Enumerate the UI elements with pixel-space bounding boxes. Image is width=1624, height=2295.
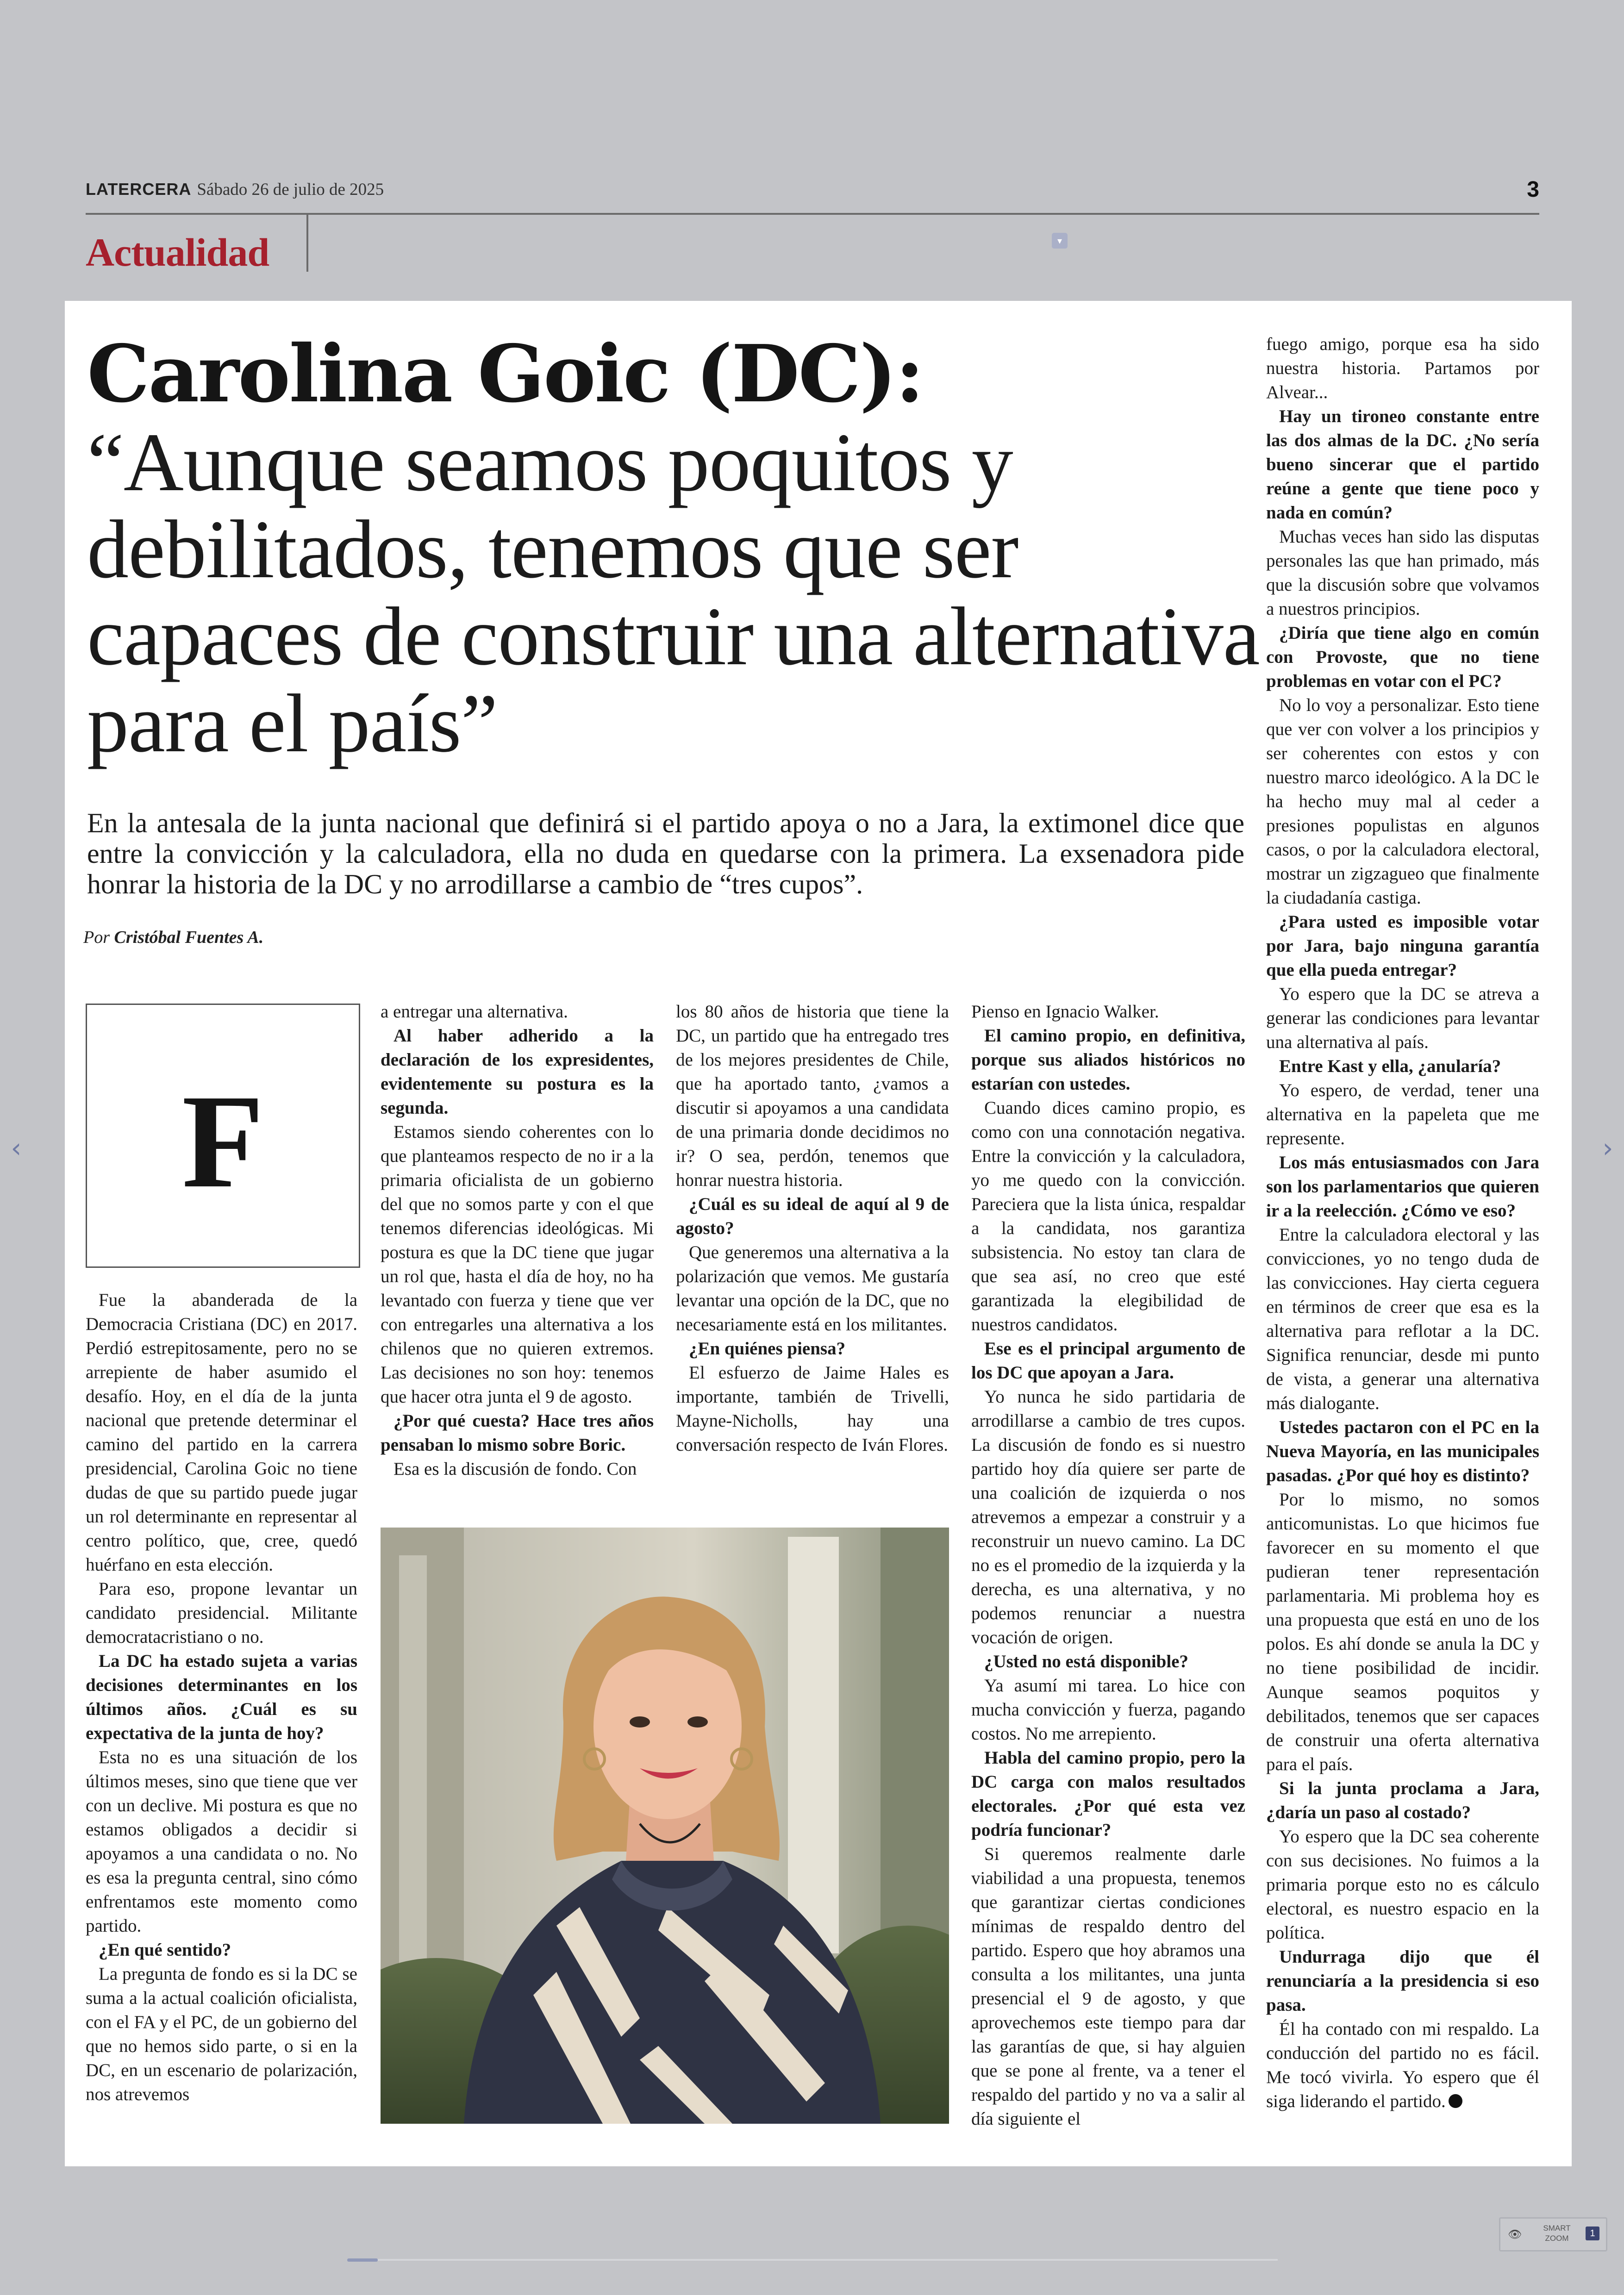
- byline: [83, 927, 263, 948]
- interview-question: ¿Cuál es su ideal de aquí al 9 de agosto?: [676, 1194, 949, 1238]
- interview-question: ¿Usted no está disponible?: [984, 1652, 1188, 1671]
- interview-question: La DC ha estado sujeta a varias decisiones determinantes en los últimos años. ¿Cuál es su expectativa de la junta de hoy?: [86, 1651, 357, 1743]
- eye-icon: 👁: [1508, 2228, 1522, 2241]
- smart-zoom-badge: 1: [1586, 2226, 1599, 2240]
- pin-marker-icon[interactable]: ▾: [1052, 233, 1068, 249]
- section-divider: [306, 214, 308, 272]
- text-column-3: [676, 1000, 949, 1485]
- interview-question: ¿En qué sentido?: [99, 1940, 231, 1960]
- dropcap-box: [86, 1004, 360, 1268]
- page-scrollbar-track[interactable]: [347, 2259, 1278, 2261]
- issue-date: Sábado 26 de julio de 2025: [197, 180, 384, 199]
- article-paragraph: Cuando dices camino propio, es como con una connotación negativa. Entre la convicción y la calculadora, yo me quedo con la convicción. Pareciera que la lista única, respaldar a la candidata, nos garantiza subsistencia. No estoy tan clara de que sea así, no creo que esté garantizada la elegibilidad de nuestros candidatos.: [971, 1098, 1245, 1335]
- article-paragraph: No lo voy a personalizar. Esto tiene que ver con volver a los principios y ser coherentes con estos y con nuestro marco ideológico. A la DC le ha hecho muy mal al ceder a presiones populistas en algunos casos, o por la calculadora electoral, mostrar un zigzagueo que finalmente la ciudadanía castiga.: [1266, 695, 1539, 908]
- text-column-1: [86, 1288, 357, 2133]
- article-paragraph: Yo espero que la DC se atreva a generar las condiciones para levantar una alternativa al país.: [1266, 984, 1539, 1052]
- article-paragraph: Fue la abanderada de la Democracia Cristiana (DC) en 2017. Perdió estrepitosamente, pero no se arrepiente de haber asumido el desafío. Hoy, en el día de la junta nacional que pretende determinar el camino del partido en la carrera presidencial, Carolina Goic no tiene dudas de que su partido puede jugar un rol determinante en representar al centro político, que, cree, quedó huérfano en esta elección.: [86, 1290, 357, 1575]
- article-paragraph: Entre la calculadora electoral y las convicciones, yo no tengo duda de las convicciones. Hay cierta ceguera en términos de creer que esa es la alternativa para reflotar a la DC. Significa renunciar, desde mi punto de vista, a generar una alternativa más dialogante.: [1266, 1225, 1539, 1413]
- header-rule: [86, 213, 1539, 215]
- smart-zoom-label: SMART ZOOM: [1543, 2224, 1571, 2243]
- article-subhead: “Aunque seamos poquitos y debilitados, tenemos que ser capaces de construir una alternativa para el país”: [87, 416, 1260, 769]
- article-paragraph: Yo espero que la DC sea coherente con sus decisiones. No fuimos a la primaria porque esto no es cálculo electoral, es nuestro espacio en la política.: [1266, 1827, 1539, 1943]
- interview-question: Undurraga dijo que él renunciaría a la presidencia si eso pasa.: [1266, 1947, 1539, 2015]
- chevron-left-icon[interactable]: ‹: [11, 1132, 22, 1164]
- article-paragraph: Muchas veces han sido las disputas personales las que han primado, más que la discusión sobre que volvamos a nuestros principios.: [1266, 527, 1539, 619]
- interview-question: El camino propio, en definitiva, porque sus aliados históricos no estarían con ustedes.: [971, 1026, 1245, 1094]
- interview-question: Si la junta proclama a Jara, ¿daría un paso al costado?: [1266, 1778, 1539, 1822]
- text-column-5: [1266, 332, 1539, 2133]
- article-paragraph: Para eso, propone levantar un candidato presidencial. Militante democratacristiano o no.: [86, 1579, 357, 1647]
- article-paragraph: Si queremos realmente darle viabilidad a una propuesta, tenemos que garantizar ciertas condiciones mínimas de respaldo dentro del partido. Espero que hoy abramos una consulta a los militantes, una junta presencial el 9 de agosto, y que aprovechemos este tiempo para dar las garantías de que, si hay alguien que se pone al frente, va a tener el respaldo del partido y no va a salir al día siguiente el: [971, 1844, 1245, 2129]
- article-paragraph: Él ha contado con mi respaldo. La conducción del partido no es fácil. Me tocó vivirla. Yo espero que él siga liderando el partido.: [1266, 2019, 1539, 2111]
- smart-zoom-button[interactable]: [1499, 2217, 1607, 2251]
- page-number: 3: [1527, 177, 1539, 202]
- interview-question: ¿Por qué cuesta? Hace tres años pensaban lo mismo sobre Boric.: [381, 1411, 654, 1455]
- interview-question: ¿En quiénes piensa?: [689, 1339, 846, 1359]
- dropcap-letter: F: [181, 1067, 264, 1216]
- portrait-photo: [381, 1528, 949, 2124]
- article-paragraph: Por lo mismo, no somos anticomunistas. Lo que hicimos fue favorecer en su momento el que pudieran tener representación parlamentaria. Mi problema hoy es una propuesta que está en uno de los polos. Es ahí donde se anula la DC y no tiene posibilidad de incidir. Aunque seamos poquitos y debilitados, tenemos que ser capaces de construir una oferta alternativa para el país.: [1266, 1490, 1539, 1774]
- interview-question: Ustedes pactaron con el PC en la Nueva Mayoría, en las municipales pasadas. ¿Por qué hoy es distinto?: [1266, 1417, 1539, 1485]
- article-paragraph: Pienso en Ignacio Walker.: [971, 1002, 1159, 1022]
- article-paragraph: La pregunta de fondo es si la DC se suma a la actual coalición oficialista, con el FA y el PC, de un gobierno del que no hemos sido parte, o si en la DC, en un escenario de polarización, nos atrevemos: [86, 1964, 357, 2104]
- article-paragraph: Estamos siendo coherentes con lo que planteamos respecto de no ir a la primaria oficialista de un gobierno del que no somos parte y con el que tenemos diferencias ideológicas. Mi postura es que la DC tiene que jugar un rol que, hasta el día de hoy, no ha levantado con fuerza y tiene que ver con entregarles una alternativa a los chilenos que no quieren extremos. Las decisiones no son hoy: tenemos que hacer otra junta el 9 de agosto.: [381, 1122, 654, 1407]
- interview-question: ¿Para usted es imposible votar por Jara, bajo ninguna garantía que ella pueda entregar?: [1266, 912, 1539, 980]
- article-paragraph: fuego amigo, porque esa ha sido nuestra historia. Partamos por Alvear...: [1266, 334, 1539, 402]
- article-headline: Carolina Goic (DC):: [87, 328, 923, 420]
- article-paragraph: Yo nunca he sido partidaria de arrodillarse a cambio de tres cupos. La discusión de fondo es si nuestro partido hoy día quiere ser parte de una coalición de izquierda o nos atrevemos a empezar a construir y a reconstruir un nuevo camino. La DC no es el promedio de la izquierda y la derecha, es una alternativa, y no podemos renunciar a nuestra vocación de origen.: [971, 1387, 1245, 1647]
- article-paragraph: Ya asumí mi tarea. Lo hice con mucha convicción y fuerza, pagando costos. No me arrepiento.: [971, 1676, 1245, 1744]
- article-paragraph: Que generemos una alternativa a la polarización que vemos. Me gustaría levantar una opción de la DC, que no necesariamente está en los militantes.: [676, 1242, 949, 1335]
- byline-author: Cristóbal Fuentes A.: [114, 928, 264, 947]
- page-header: [86, 177, 1539, 207]
- section-title: Actualidad: [86, 230, 269, 274]
- interview-question: Hay un tironeo constante entre las dos almas de la DC. ¿No sería bueno sincerar que el partido reúne a gente que tiene poco y nada en común?: [1266, 406, 1539, 523]
- interview-question: Entre Kast y ella, ¿anularía?: [1279, 1056, 1501, 1076]
- interview-question: Al haber adherido a la declaración de los expresidentes, evidentemente su postura es la segunda.: [381, 1026, 654, 1118]
- article-paragraph: El esfuerzo de Jaime Hales es importante, también de Trivelli, Mayne-Nicholls, hay una conversación respecto de Iván Flores.: [676, 1363, 949, 1455]
- newspaper-brand: LATERCERA: [86, 180, 192, 199]
- interview-question: ¿Diría que tiene algo en común con Provoste, que no tiene problemas en votar con el PC?: [1266, 623, 1539, 691]
- page-scrollbar-thumb[interactable]: [347, 2258, 378, 2262]
- article-paragraph: Esa es la discusión de fondo. Con: [394, 1459, 637, 1479]
- text-column-2: [381, 1000, 654, 1485]
- interview-question: Habla del camino propio, pero la DC carga con malos resultados electorales. ¿Por qué esta vez podría funcionar?: [971, 1748, 1245, 1840]
- article-lead: En la antesala de la junta nacional que definirá si el partido apoya o no a Jara, la extimonel dice que entre la convicción y la calculadora, ella no duda en quedarse con la primera. La exsenadora pide honrar la historia de la DC y no arrodillarse a cambio de “tres cupos”.: [87, 808, 1244, 899]
- text-column-4: [971, 1000, 1245, 2133]
- article-paragraph: Yo espero, de verdad, tener una alternativa en la papeleta que me represente.: [1266, 1080, 1539, 1148]
- byline-prefix: Por: [83, 928, 110, 947]
- chevron-right-icon[interactable]: ›: [1602, 1132, 1613, 1164]
- article-paragraph: los 80 años de historia que tiene la DC, un partido que ha entregado tres de los mejores presidentes de Chile, que ha aportado tanto, ¿vamos a discutir si apoyamos a una candidata de una primaria donde decidimos no ir? O sea, perdón, tenemos que honrar nuestra historia.: [676, 1002, 949, 1190]
- interview-question: Los más entusiasmados con Jara son los parlamentarios que quieren ir a la reelección. ¿Cómo ve eso?: [1266, 1153, 1539, 1221]
- interview-question: Ese es el principal argumento de los DC que apoyan a Jara.: [971, 1339, 1245, 1383]
- end-mark-icon: [1449, 2094, 1462, 2108]
- article-paragraph: a entregar una alternativa.: [381, 1002, 568, 1022]
- article-paragraph: Esta no es una situación de los últimos meses, sino que tiene que ver con un declive. Mi postura es que no estamos obligados a decidir si apoyamos a una candidata o no. No es esa la pregunta central, sino cómo enfrentamos este momento como partido.: [86, 1747, 357, 1936]
